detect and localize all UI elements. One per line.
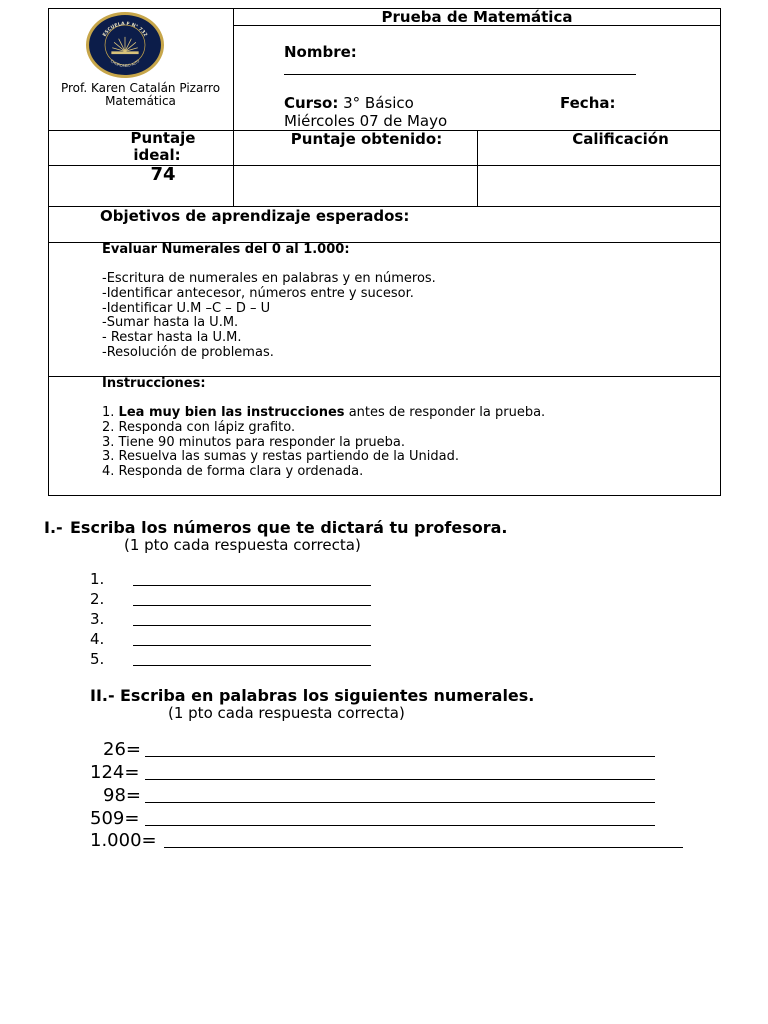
teacher-subject: Matemática [105, 94, 176, 108]
section1-title: Escriba los números que te dictará tu profesora. [70, 518, 508, 537]
objective-item: -Identificar antecesor, números entre y sucesor. [102, 285, 414, 301]
instruction-item: 3. Tiene 90 minutos para responder la prueba. [102, 434, 405, 450]
puntaje-obtenido-label: Puntaje obtenido: [290, 130, 443, 148]
teacher-name: Prof. Karen Catalán Pizarro [60, 81, 221, 95]
numeral-answer-blank[interactable] [145, 825, 655, 826]
school-logo [86, 12, 164, 78]
section2-points: (1 pto cada respuesta correcta) [168, 704, 405, 722]
section1-points: (1 pto cada respuesta correcta) [124, 536, 361, 554]
numeral-answer-blank[interactable] [164, 847, 683, 848]
objective-item: -Resolución de problemas. [102, 344, 274, 360]
nombre-blank[interactable] [284, 74, 636, 75]
puntaje-ideal-value: 74 [150, 164, 176, 185]
instruction-item: 3. Resuelva las sumas y restas partiendo de la Unidad. [102, 449, 459, 465]
numeral-answer-blank[interactable] [145, 756, 655, 757]
curso-label: Curso: [284, 94, 339, 112]
numeral-label: 509= [90, 808, 140, 829]
objectives-heading: Objetivos de aprendizaje esperados: [100, 207, 410, 225]
school-seal-icon [89, 15, 161, 75]
numeral-label: 98= [103, 785, 141, 806]
numeral-label: 1.000= [90, 830, 157, 851]
objective-item: -Sumar hasta la U.M. [102, 315, 239, 331]
section2-number: II.- [90, 686, 115, 705]
answer-blank[interactable] [133, 665, 371, 666]
objective-item: -Escritura de numerales en palabras y en números. [102, 271, 436, 286]
objective-item: -Identificar U.M –C – D – U [102, 300, 271, 316]
instruction-item: 4. Responda de forma clara y ordenada. [102, 464, 364, 480]
puntaje-ideal-line2: ideal: [133, 146, 181, 164]
objective-item: - Restar hasta la U.M. [102, 330, 242, 346]
answer-number: 2. [90, 590, 105, 608]
section2-title: Escriba en palabras los siguientes numerales. [120, 686, 535, 705]
instruction-item: 2. Responda con lápiz grafito. [102, 419, 296, 435]
answer-number: 5. [90, 650, 105, 668]
svg-text:ESCUELA F N° 732: ESCUELA F N° 732 [102, 21, 148, 38]
calificacion-box[interactable] [478, 166, 720, 206]
date-value: Miércoles 07 de Mayo [284, 112, 448, 130]
curso-field [284, 94, 414, 112]
numeral-answer-blank[interactable] [145, 802, 655, 803]
numeral-label: 124= [90, 762, 140, 783]
answer-blank[interactable] [133, 645, 371, 646]
answer-blank[interactable] [133, 585, 371, 586]
objectives-subheading: Evaluar Numerales del 0 al 1.000: [102, 242, 350, 257]
calificacion-label: Calificación [572, 130, 669, 148]
puntaje-obtenido-box[interactable] [234, 166, 477, 206]
section1-number: I.- [44, 518, 63, 537]
numeral-label: 26= [103, 739, 141, 760]
svg-text:CHOROMBO ALTO: CHOROMBO ALTO [109, 58, 141, 68]
answer-blank[interactable] [133, 625, 371, 626]
instructions-list [102, 406, 545, 480]
answer-number: 1. [90, 570, 105, 588]
test-title: Prueba de Matemática [381, 8, 573, 26]
table-border-bottom [48, 495, 721, 496]
nombre-label: Nombre: [284, 43, 357, 61]
answer-number: 3. [90, 610, 105, 628]
objectives-list [102, 272, 436, 361]
fecha-label: Fecha: [560, 94, 616, 112]
numeral-answer-blank[interactable] [145, 779, 655, 780]
curso-value: 3° Básico [343, 94, 414, 112]
instruction-emphasis: Lea muy bien las instrucciones [118, 405, 345, 420]
answer-number: 4. [90, 630, 105, 648]
puntaje-ideal-line1: Puntaje [130, 129, 196, 147]
instruction-item: 1. Lea muy bien las instrucciones antes de responder la prueba. [102, 405, 546, 420]
instructions-heading: Instrucciones: [102, 376, 206, 391]
answer-blank[interactable] [133, 605, 371, 606]
table-border-right [720, 8, 721, 496]
